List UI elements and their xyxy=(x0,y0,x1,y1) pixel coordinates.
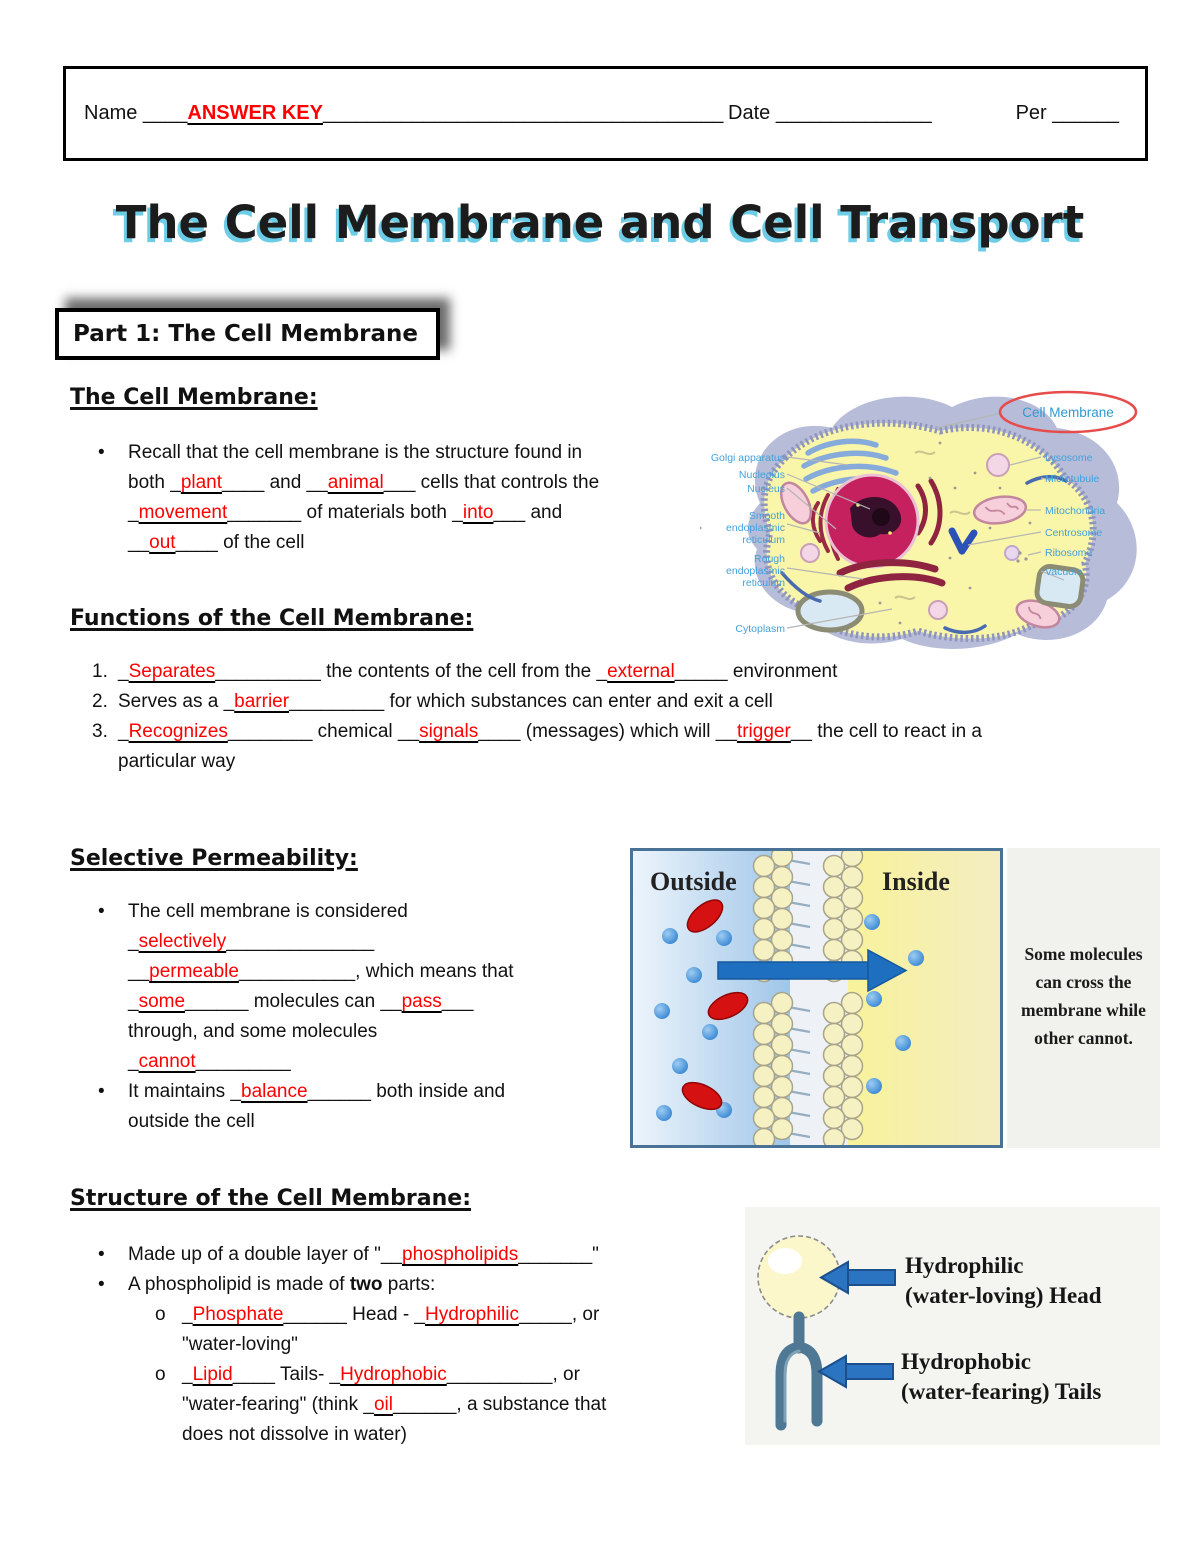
list-item-text: A phospholipid is made of two parts: xyxy=(128,1274,436,1295)
list-item xyxy=(70,1240,740,1270)
list-item-text: Made up of a double layer of "__phospholipids_______" xyxy=(128,1244,599,1265)
label-nucleolus: Nucleolus xyxy=(738,469,785,481)
label-rough-er-2: endoplasmic xyxy=(726,565,785,577)
label-golgi-apparatus: Golgi apparatus xyxy=(710,452,785,464)
numbered-item xyxy=(70,717,1140,777)
list-item xyxy=(70,1077,650,1137)
page-title: The Cell Membrane and Cell Transport xyxy=(115,196,1085,249)
numbered-item xyxy=(70,687,1140,717)
section-cell-membrane xyxy=(70,385,700,558)
hydrophilic-label-line1: Hydrophilic xyxy=(905,1253,1024,1278)
sub-list-item-text: _Phosphate______ Head - _Hydrophilic_____, or "water-loving" xyxy=(182,1304,600,1355)
numbered-item-text: Serves as a _barrier_________ for which substances can enter and exit a cell xyxy=(118,691,773,712)
sub-list-item xyxy=(128,1300,740,1360)
date-blank: Date ______________ xyxy=(728,102,932,124)
numbered-item-text: _Recognizes________ chemical __signals____ (messages) which will __trigger__ the cell to react in a particular way xyxy=(118,721,982,772)
inside-label: Inside xyxy=(882,867,950,896)
bullet-marker: • xyxy=(98,1244,105,1265)
item-number: 3. xyxy=(92,721,108,742)
vesicle xyxy=(801,544,819,562)
section-heading-selective-permeability: Selective Permeability: xyxy=(70,846,358,871)
item-number: 1. xyxy=(92,661,108,682)
numbered-item xyxy=(70,657,1140,687)
vesicle xyxy=(1005,546,1019,560)
section-functions xyxy=(70,606,1140,777)
hydrophobic-label-line1: Hydrophobic xyxy=(901,1349,1031,1374)
list-item xyxy=(70,1270,740,1300)
section-heading-cell-membrane: The Cell Membrane: xyxy=(70,385,318,410)
label-vacuole: Vacuole xyxy=(1045,566,1083,578)
list-item xyxy=(70,897,650,1077)
label-smooth-er-2: endoplasmic xyxy=(726,522,785,534)
label-smooth-er-1: Smooth xyxy=(748,510,785,522)
head-highlight xyxy=(768,1248,802,1274)
bullet-marker: • xyxy=(98,1081,105,1102)
name-blank: Name ____ANSWER KEY____________________________________ xyxy=(84,102,724,124)
bullet-marker: • xyxy=(98,1274,105,1295)
caption-text: Some molecules can cross the membrane while other cannot. xyxy=(1021,944,1146,1048)
phospholipid-figure xyxy=(745,1207,1160,1445)
bullet-marker: • xyxy=(98,901,105,922)
nucleolus xyxy=(872,508,890,526)
hydrophobic-label-line2: (water-fearing) Tails xyxy=(901,1379,1102,1404)
section-selective-permeability xyxy=(70,846,650,1137)
item-number: 2. xyxy=(92,691,108,712)
label-rough-er-1: Rough xyxy=(754,553,785,565)
nuclear-dot xyxy=(888,531,892,535)
sub-list-item xyxy=(128,1360,740,1450)
label-mitochondria: Mitochondria xyxy=(1045,505,1106,517)
list-item-text: The cell membrane is considered _selectively______________ __permeable___________, which means that _some______ molecules can __pass___ through, and some molecules _cannot_________ xyxy=(128,901,514,1072)
membrane-figure-caption xyxy=(1007,848,1160,1148)
per-blank: Per ______ xyxy=(1015,102,1119,124)
outside-label: Outside xyxy=(650,867,737,896)
label-nucleus: Nucleus xyxy=(747,483,785,495)
section-heading-functions: Functions of the Cell Membrane: xyxy=(70,606,474,631)
sub-bullet-marker: o xyxy=(155,1304,166,1325)
sub-bullet-marker: o xyxy=(155,1364,166,1385)
list-item xyxy=(70,1300,740,1450)
section-structure xyxy=(70,1186,740,1450)
sub-list-item-text: _Lipid____ Tails- _Hydrophobic__________, or "water-fearing" (think _oil______, a substance that does not dissolve in water) xyxy=(182,1364,607,1445)
bullet-marker: • xyxy=(98,442,105,463)
phospholipid-figure-svg xyxy=(745,1207,1160,1445)
list-item-text: Recall that the cell membrane is the structure found in both _plant____ and __animal___ cells that controls the _movement_______ of materials both _into___ and __out____ of the cell xyxy=(128,442,600,553)
label-cytoplasm: Cytoplasm xyxy=(735,623,785,635)
section-heading-structure: Structure of the Cell Membrane: xyxy=(70,1186,471,1211)
lysosome xyxy=(987,454,1009,476)
label-ribosome: Ribosome xyxy=(1045,547,1093,559)
numbered-item-text: _Separates__________ the contents of the cell from the _external_____ environment xyxy=(118,661,838,682)
label-centrosome: Centrosome xyxy=(1045,527,1103,539)
list-item-text: It maintains _balance______ both inside and outside the cell xyxy=(128,1081,506,1132)
membrane-permeability-figure xyxy=(630,848,1160,1148)
label-cell-membrane: Cell Membrane xyxy=(1022,405,1114,420)
membrane-figure-svg xyxy=(630,848,1003,1148)
label-smooth-er-3: reticulum xyxy=(742,534,785,546)
list-item xyxy=(70,438,700,558)
label-lysosome: Lysosome xyxy=(1045,452,1093,464)
name-date-per-box xyxy=(63,66,1148,161)
label-rough-er-3: reticulum xyxy=(742,577,785,589)
hydrophilic-label-line2: (water-loving) Head xyxy=(905,1283,1102,1308)
label-microtubule: Microtubule xyxy=(1045,473,1100,485)
part1-heading: Part 1: The Cell Membrane xyxy=(55,308,440,360)
